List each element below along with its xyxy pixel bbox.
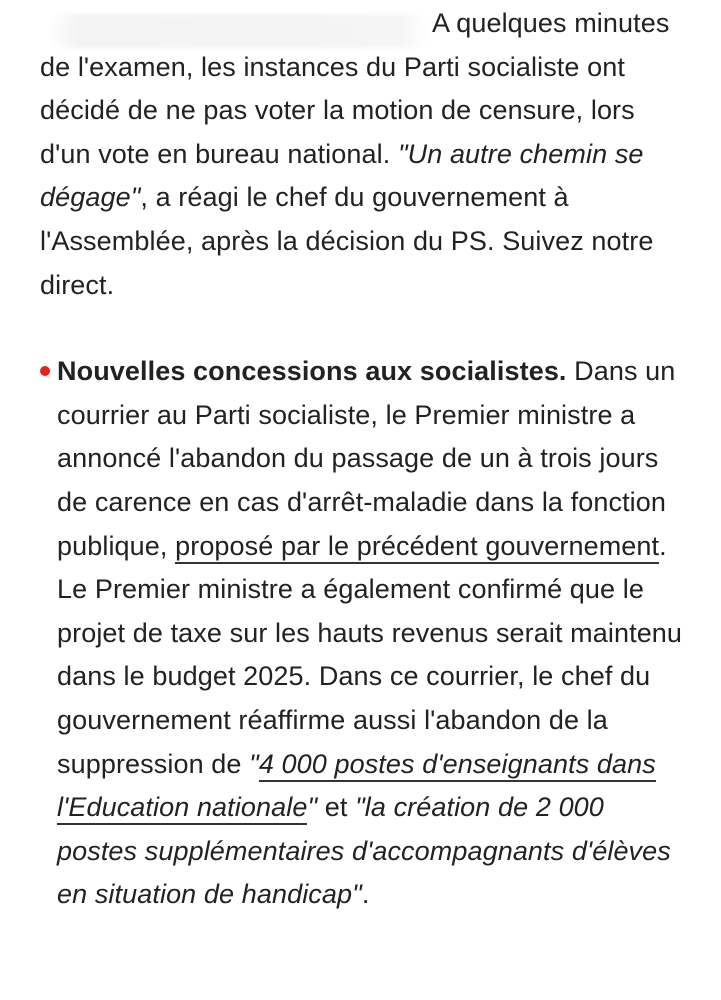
quote-close: " [307,792,318,823]
lead-paragraph [40,2,690,307]
bullet-heading: Nouvelles concessions aux socialistes. [57,356,567,387]
quote-open: " [249,748,259,779]
bullet-text-1: Dans un courrier au Parti socialiste, le Premier ministre a annoncé l'abandon du passage de un à trois jours de carence en cas d'arrêt-maladie dans la fonction publique, [57,356,676,561]
previous-government-link[interactable]: proposé par le précédent gouvernement [175,531,659,564]
bullet-text-3: et [317,792,356,823]
list-item [40,350,690,917]
lead-text-2: , a réagi le chef du gouvernement à l'Assemblée, après la décision du PS. Suivez notre direct. [40,182,654,300]
redacted-blur [48,14,428,48]
bullet-text-2: . Le Premier ministre a également confirmé que le projet de taxe sur les hauts revenus serait maintenu dans le budget 2025. Dans ce courrier, le chef du gouvernement réaffirme aussi l'abandon de la suppression de [57,530,683,779]
key-points-list [40,350,690,917]
bullet-dot-icon [40,366,50,376]
lead-quote: "Un autre chemin se dégage" [40,138,644,213]
article-body [40,2,690,917]
bullet-text-4: . [361,879,370,910]
teacher-posts-link[interactable]: 4 000 postes d'enseignants dans l'Education nationale [57,749,656,826]
lead-text-1: A quelques minutes de l'examen, les instances du Parti socialiste ont décidé de ne pas voter la motion de censure, lors d'un vote en bureau national. [40,8,670,169]
bullet-quote-2: "la création de 2 000 postes supplémentaires d'accompagnants d'élèves en situation de handicap" [57,792,671,910]
